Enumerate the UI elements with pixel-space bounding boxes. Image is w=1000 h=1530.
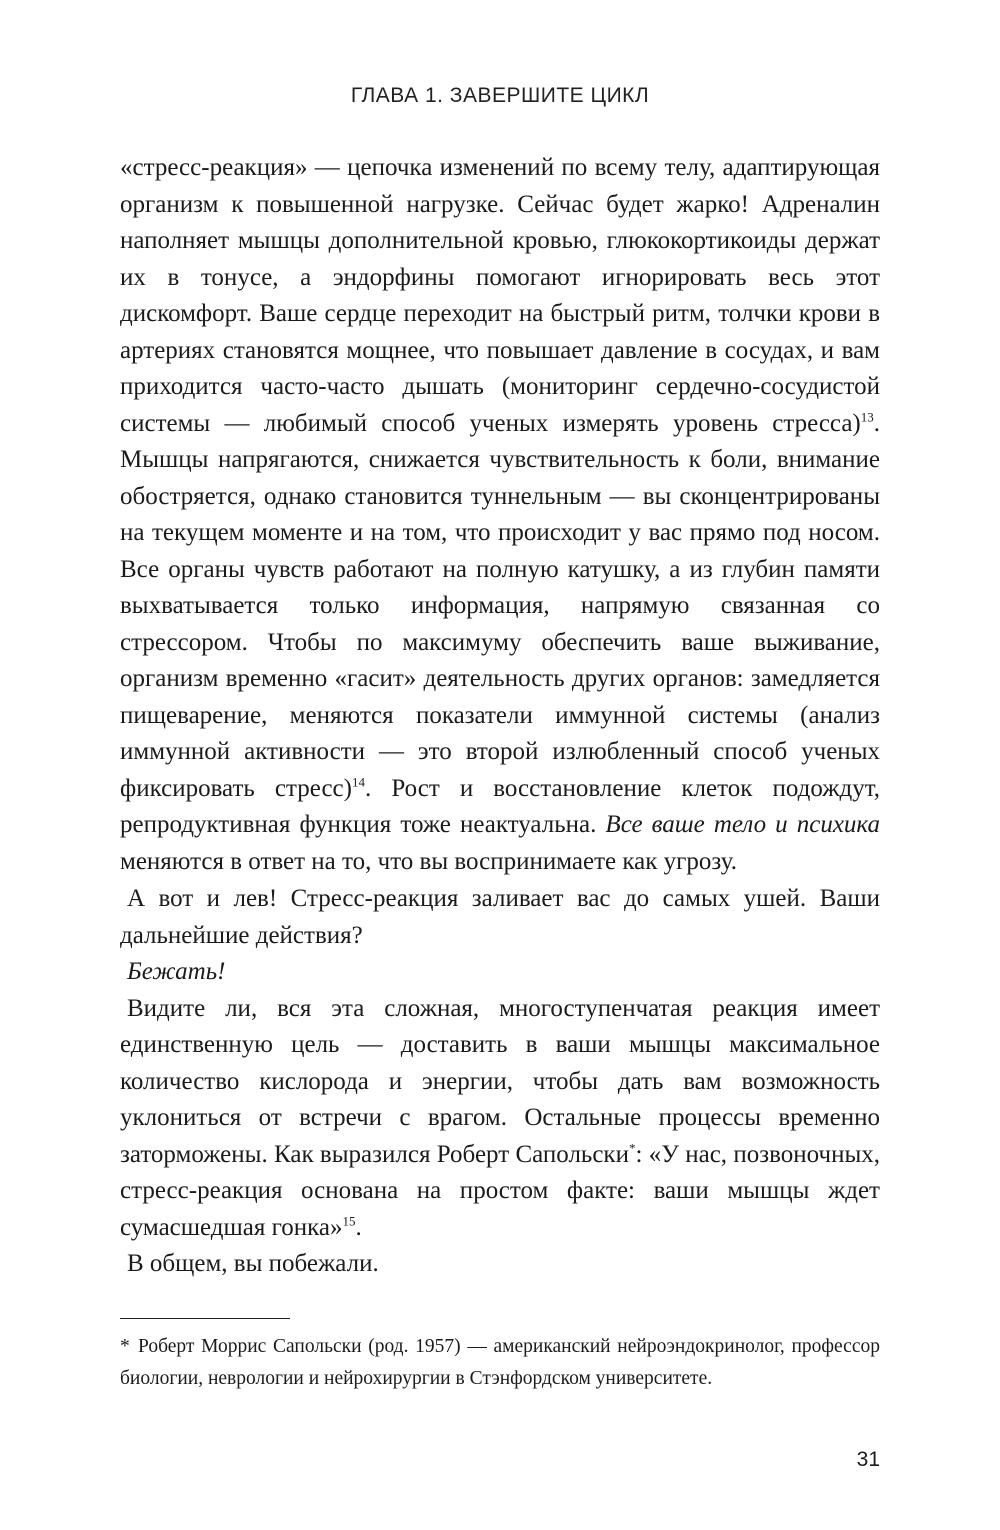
paragraph-2: А вот и лев! Стресс-реакция заливает вас до самых ушей. Ваши дальнейшие действия?: [120, 885, 880, 949]
paragraph-1-text-d: меняются в ответ на то, что вы воспринимаете как угрозу.: [120, 847, 737, 875]
paragraph-4-text-b: : «У нас, позвоночных, стресс-реакция основана на простом факте: ваши мышцы ждет сумасшедшая гонка»: [120, 1140, 880, 1241]
footnote-mark-ref: *: [628, 1140, 636, 1156]
paragraph-4-text-c: .: [355, 1213, 362, 1241]
footnote-text: Роберт Моррис Сапольски (род. 1957) — американский нейроэндокринолог, профессор биологии, неврологии и нейрохирургии в Стэнфордском университете.: [120, 1336, 880, 1389]
paragraph-4: [120, 991, 880, 1247]
footnote-mark: *: [120, 1336, 130, 1357]
paragraph-1-text-c: . Рост и восстановление клеток подождут, репродуктивная функция тоже неактуальна.: [120, 774, 880, 838]
paragraph-4-text-a: Видите ли, вся эта сложная, многоступенчатая реакция имеет единственную цель — доставить в ваши мышцы максимальное количество кислорода и энергии, чтобы дать вам возможность уклониться от встречи с врагом. Остальные процессы временно заторможены. Как выразился Роберт Сапольски: [120, 994, 880, 1168]
paragraph-5: В общем, вы побежали.: [127, 1250, 379, 1277]
endnote-ref-15: 15: [342, 1213, 356, 1229]
footnote: [120, 1331, 880, 1395]
main-text: [120, 150, 880, 1283]
footnote-divider: [120, 1318, 290, 1319]
page-number: 31: [856, 1448, 880, 1471]
paragraph-3-italic: Бежать!: [127, 958, 226, 985]
endnote-ref-13: 13: [860, 409, 874, 425]
paragraph-1-text-b: . Мышцы напрягаются, снижается чувствительность к боли, внимание обостряется, однако становится туннельным — вы сконцентрированы на текущем моменте и на том, что происходит у вас прямо под носом. Все органы чувств работают на полную катушку, а из глубин памяти выхватывается только информация, напрямую связанная со стрессором. Чтобы по максимуму обеспечить ваше выживание, организм временно «гасит» деятельность других органов: замедляется пищеварение, меняются показатели иммунной системы (анализ иммунной активности — это второй излюбленный способ ученых фиксировать стресс): [120, 409, 880, 802]
paragraph-3: [120, 954, 880, 991]
paragraph-1: [120, 150, 880, 880]
chapter-header: ГЛАВА 1. ЗАВЕРШИТЕ ЦИКЛ: [350, 84, 650, 107]
endnote-ref-14: 14: [351, 774, 365, 790]
paragraph-1-text-a: «стресс-реакция» — цепочка изменений по всему телу, адаптирующая организм к повышенной нагрузке. Сейчас будет жарко! Адреналин наполняет мышцы дополнительной кровью, глюкокортикоиды держат их в тонусе, а эндорфины помогают игнорировать весь этот дискомфорт. Ваше сердце переходит на быстрый ритм, толчки крови в артериях становятся мощнее, что повышает давление в сосудах, и вам приходится часто-часто дышать (мониторинг сердечно-сосудистой системы — любимый способ ученых измерять уровень стресса): [120, 154, 880, 437]
paragraph-1-italic: Все ваше тело и психика: [605, 811, 880, 838]
